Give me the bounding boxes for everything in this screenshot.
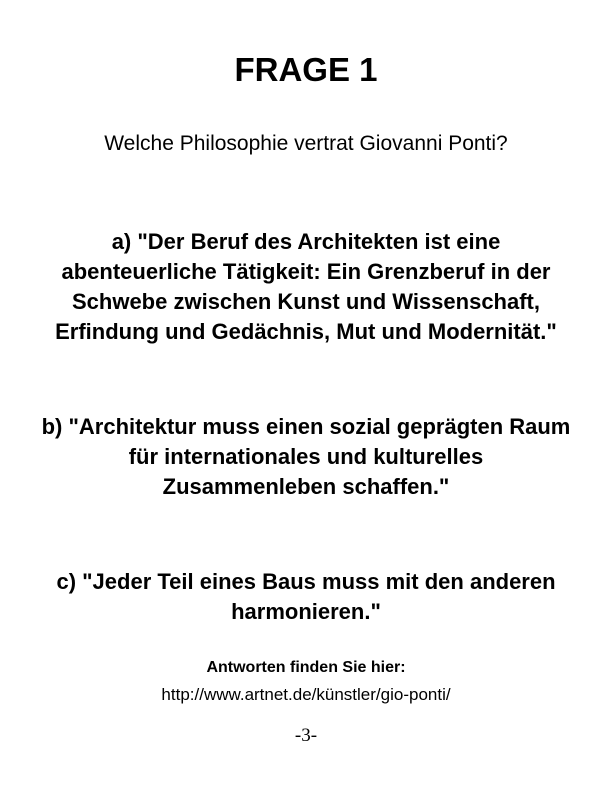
page-number: -3- xyxy=(294,725,318,746)
answer-option-c: c) "Jeder Teil eines Baus muss mit den anderen harmonieren." xyxy=(56,569,556,624)
page-title: FRAGE 1 xyxy=(234,51,378,88)
answer-option-a: a) "Der Beruf des Architekten ist eine abenteuerliche Tätigkeit: Ein Grenzberuf in der Schwebe zwischen Kunst und Wissenschaft, Erfindung und Gedächnis, Mut und Modernität." xyxy=(55,229,557,344)
answers-hint-label: Antworten finden Sie hier: xyxy=(206,659,406,676)
question-text: Welche Philosophie vertrat Giovanni Ponti? xyxy=(104,132,508,155)
answers-hint-url: http://www.artnet.de/künstler/gio-ponti/ xyxy=(161,685,451,704)
answer-option-b: b) "Architektur muss einen sozial geprägten Raum für internationales und kulturelles Zusammenleben schaffen." xyxy=(41,414,571,499)
